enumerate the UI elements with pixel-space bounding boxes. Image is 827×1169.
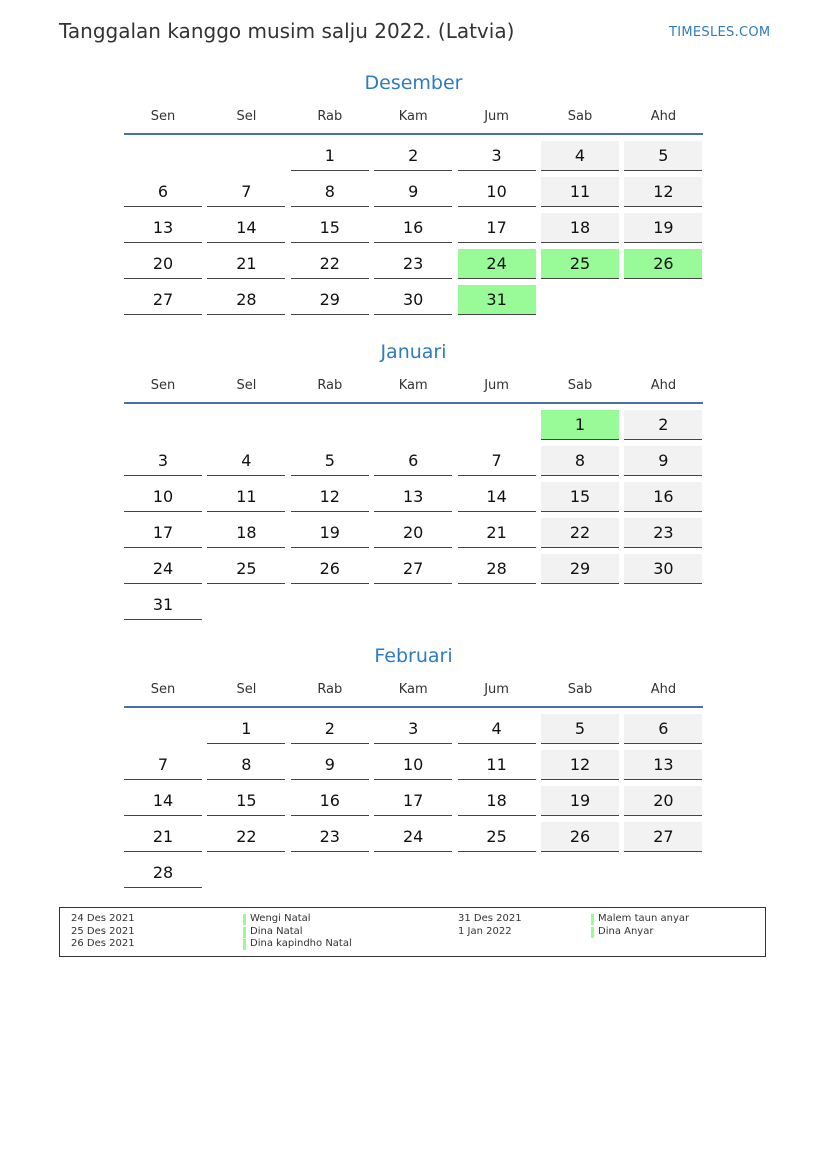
day-cell: 18 [458, 786, 536, 816]
weekday-label: Sen [150, 378, 176, 393]
day-cell: 9 [291, 750, 369, 780]
day-cell: 3 [124, 446, 202, 476]
weekday-label: Sel [236, 682, 257, 697]
legend-date: 26 Des 2021 [71, 938, 135, 949]
holiday-legend [59, 907, 766, 957]
legend-date: 31 Des 2021 [458, 913, 522, 924]
day-cell: 24 [458, 249, 536, 279]
day-cell: 14 [124, 786, 202, 816]
day-cell: 2 [374, 141, 452, 171]
day-cell: 15 [207, 786, 285, 816]
day-cell: 11 [541, 177, 619, 207]
day-cell: 21 [458, 518, 536, 548]
day-cell: 29 [541, 554, 619, 584]
day-cell: 19 [624, 213, 702, 243]
day-cell: 3 [458, 141, 536, 171]
day-cell: 1 [541, 410, 619, 440]
day-cell: 17 [458, 213, 536, 243]
month-name: Februari [374, 645, 453, 667]
day-cell: 27 [374, 554, 452, 584]
weekday-label: Sel [236, 378, 257, 393]
day-cell: 20 [374, 518, 452, 548]
day-cell: 28 [458, 554, 536, 584]
weekday-header [124, 105, 703, 135]
legend-dates-right [458, 913, 522, 938]
day-cell: 7 [458, 446, 536, 476]
day-cell: 13 [624, 750, 702, 780]
day-cell: 5 [291, 446, 369, 476]
day-cell: 28 [207, 285, 285, 315]
weekday-label: Rab [317, 378, 343, 393]
day-cell: 19 [541, 786, 619, 816]
day-cell: 22 [541, 518, 619, 548]
day-cell: 28 [124, 858, 202, 888]
day-cell: 1 [291, 141, 369, 171]
day-cell: 13 [374, 482, 452, 512]
day-cell: 27 [124, 285, 202, 315]
day-cell: 14 [207, 213, 285, 243]
legend-date: 1 Jan 2022 [458, 925, 512, 937]
brand-link[interactable]: TIMESLES.COM [669, 25, 771, 40]
day-cell: 10 [124, 482, 202, 512]
day-cell: 3 [374, 714, 452, 744]
day-cell: 22 [291, 249, 369, 279]
day-cell: 4 [458, 714, 536, 744]
month-january [124, 340, 703, 614]
legend-names-left [243, 913, 352, 951]
weekday-header [124, 678, 703, 708]
page-title: Tanggalan kanggo musim salju 2022. (Latvia) [59, 19, 515, 43]
day-cell: 7 [124, 750, 202, 780]
weekday-label: Kam [398, 378, 428, 393]
day-cell: 12 [624, 177, 702, 207]
day-cell: 24 [374, 822, 452, 852]
legend-dates-left [71, 913, 135, 951]
day-cell: 18 [207, 518, 285, 548]
day-cell: 16 [374, 213, 452, 243]
day-cell: 9 [374, 177, 452, 207]
weekday-header [124, 374, 703, 404]
day-cell: 21 [207, 249, 285, 279]
day-cell: 12 [541, 750, 619, 780]
month-february [124, 644, 703, 882]
day-cell: 18 [541, 213, 619, 243]
weekday-label: Jum [484, 682, 509, 697]
weekday-label: Sen [150, 109, 176, 124]
day-cell: 7 [207, 177, 285, 207]
day-cell: 21 [124, 822, 202, 852]
month-name: Desember [364, 72, 463, 94]
legend-holiday-name: Dina Natal [243, 926, 352, 939]
day-cell: 1 [207, 714, 285, 744]
day-cell: 23 [624, 518, 702, 548]
day-cell: 26 [291, 554, 369, 584]
month-december [124, 71, 703, 309]
month-name: Januari [380, 341, 447, 363]
day-cell: 8 [207, 750, 285, 780]
day-cell: 17 [374, 786, 452, 816]
weekday-label: Ahd [650, 109, 677, 124]
weekday-label: Sab [567, 378, 593, 393]
legend-holiday-name: Wengi Natal [243, 913, 352, 926]
day-cell: 26 [541, 822, 619, 852]
day-cell: 8 [541, 446, 619, 476]
weekday-label: Sab [567, 109, 593, 124]
day-cell: 31 [458, 285, 536, 315]
day-cell: 30 [374, 285, 452, 315]
weekday-label: Kam [398, 682, 428, 697]
day-cell: 5 [624, 141, 702, 171]
day-cell: 20 [624, 786, 702, 816]
day-cell: 6 [624, 714, 702, 744]
day-cell: 19 [291, 518, 369, 548]
weekday-label: Rab [317, 109, 343, 124]
legend-holiday-name: Dina kapindho Natal [243, 938, 352, 951]
day-cell: 23 [374, 249, 452, 279]
day-cell: 6 [374, 446, 452, 476]
weekday-label: Ahd [650, 378, 677, 393]
day-cell: 20 [124, 249, 202, 279]
day-cell: 22 [207, 822, 285, 852]
legend-date: 24 Des 2021 [71, 913, 135, 924]
day-cell: 17 [124, 518, 202, 548]
day-cell: 2 [624, 410, 702, 440]
day-cell: 13 [124, 213, 202, 243]
day-cell: 27 [624, 822, 702, 852]
day-cell: 14 [458, 482, 536, 512]
day-cell: 2 [291, 714, 369, 744]
legend-date: 25 Des 2021 [71, 925, 135, 937]
day-cell: 31 [124, 590, 202, 620]
day-cell: 11 [458, 750, 536, 780]
day-cell: 11 [207, 482, 285, 512]
legend-holiday-name: Dina Anyar [591, 926, 689, 939]
legend-names-right [591, 913, 689, 938]
day-cell: 4 [207, 446, 285, 476]
day-cell: 12 [291, 482, 369, 512]
day-cell: 15 [291, 213, 369, 243]
day-cell: 25 [541, 249, 619, 279]
day-cell: 26 [624, 249, 702, 279]
day-cell: 9 [624, 446, 702, 476]
day-cell: 10 [458, 177, 536, 207]
weekday-label: Sen [150, 682, 176, 697]
day-cell: 16 [624, 482, 702, 512]
weekday-label: Sel [236, 109, 257, 124]
day-cell: 24 [124, 554, 202, 584]
day-cell: 16 [291, 786, 369, 816]
day-cell: 8 [291, 177, 369, 207]
day-cell: 30 [624, 554, 702, 584]
day-cell: 23 [291, 822, 369, 852]
day-cell: 5 [541, 714, 619, 744]
weekday-label: Jum [484, 378, 509, 393]
day-cell: 25 [207, 554, 285, 584]
day-cell: 29 [291, 285, 369, 315]
day-cell: 25 [458, 822, 536, 852]
weekday-label: Sab [567, 682, 593, 697]
day-cell: 15 [541, 482, 619, 512]
day-cell: 10 [374, 750, 452, 780]
weekday-label: Ahd [650, 682, 677, 697]
weekday-label: Jum [484, 109, 509, 124]
legend-holiday-name: Malem taun anyar [591, 913, 689, 926]
weekday-label: Kam [398, 109, 428, 124]
day-cell: 4 [541, 141, 619, 171]
weekday-label: Rab [317, 682, 343, 697]
day-cell: 6 [124, 177, 202, 207]
